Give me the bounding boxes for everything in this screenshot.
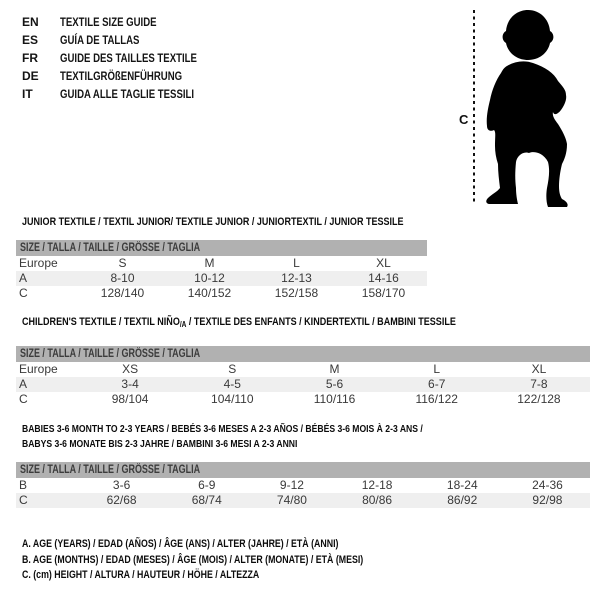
table-cell: 3-4: [121, 377, 139, 391]
legend-line-a-row: [22, 537, 449, 553]
table-cell: 152/158: [274, 286, 319, 300]
table-cell: XL: [531, 362, 547, 376]
table-cell: L: [433, 362, 441, 376]
table-cell: 116/122: [415, 392, 458, 406]
table-cell: 12-18: [361, 478, 393, 492]
table-row-europe: [16, 362, 590, 377]
children-title-post: / TEXTILE DES ENFANTS / KINDERTEXTIL / BAMBINI TESSILE: [186, 316, 456, 328]
legend-line-a: A. AGE (YEARS) / EDAD (AÑOS) / ÂGE (ANS) / ALTER (JAHRE) / ETÀ (ANNI): [22, 538, 339, 550]
table-cell: 140/152: [187, 286, 232, 300]
row-label: C: [19, 286, 28, 300]
junior-size-table: [16, 240, 427, 301]
size-header-text: SIZE / TALLA / TAILLE / GRÖSSE / TAGLIA: [20, 242, 201, 254]
table-row-b: [16, 478, 590, 493]
guide-title-de: TEXTILGRÖßENFÜHRUNG: [60, 69, 183, 83]
table-cell: S: [118, 256, 127, 270]
language-row-es: [22, 31, 231, 49]
table-cell: M: [204, 256, 215, 270]
language-row-it: [22, 85, 231, 103]
language-row-fr: [22, 49, 231, 67]
table-row-c: [16, 493, 590, 508]
table-cell: 74/80: [276, 493, 307, 507]
table-cell: 104/110: [211, 392, 254, 406]
junior-table-title-text: JUNIOR TEXTILE / TEXTIL JUNIOR/ TEXTILE JUNIOR / JUNIORTEXTIL / JUNIOR TESSILE: [22, 216, 404, 228]
language-code: DE: [22, 69, 39, 83]
size-header-text: SIZE / TALLA / TAILLE / GRÖSSE / TAGLIA: [20, 348, 201, 360]
table-row-a: [16, 271, 427, 286]
table-cell: 122/128: [517, 392, 561, 406]
language-code: IT: [22, 87, 33, 101]
babies-title-line1: BABIES 3-6 MONTH TO 2-3 YEARS / BEBÉS 3-6 MESES A 2-3 AÑOS / BÉBÉS 3-6 MOIS À 2-3 ANS /: [22, 423, 423, 435]
row-label: Europe: [19, 362, 58, 376]
table-cell: 3-6: [112, 478, 131, 492]
row-label: C: [19, 392, 28, 406]
legend-line-b-row: [22, 553, 449, 569]
size-header-bar: [16, 346, 590, 362]
children-table-title-text: [22, 315, 456, 330]
table-cell: 98/104: [111, 392, 149, 406]
measurement-legend: [22, 537, 449, 584]
babies-size-table: [16, 462, 590, 508]
table-cell: 6-7: [428, 377, 446, 391]
table-cell: 7-8: [530, 377, 548, 391]
row-label: B: [19, 478, 28, 492]
table-row-c: [16, 286, 427, 301]
babies-table-title: [22, 422, 511, 452]
junior-table-title: [22, 215, 487, 230]
table-cell: 18-24: [446, 478, 478, 492]
table-cell: 10-12: [194, 271, 225, 285]
children-title-subscript: /A: [179, 320, 187, 329]
table-cell: S: [228, 362, 237, 376]
children-table-title: [22, 315, 551, 330]
table-cell: 4-5: [223, 377, 241, 391]
language-code: ES: [22, 33, 39, 47]
legend-line-c-row: [22, 568, 449, 584]
table-cell: 92/98: [532, 493, 563, 507]
table-cell: 68/74: [191, 493, 222, 507]
size-header-text: SIZE / TALLA / TAILLE / GRÖSSE / TAGLIA: [20, 464, 201, 476]
table-cell: 6-9: [198, 478, 216, 492]
table-cell: 12-13: [281, 271, 312, 285]
toddler-silhouette-icon: [486, 10, 567, 207]
children-size-table: [16, 346, 590, 407]
language-code: EN: [22, 15, 39, 29]
size-header-bar: [16, 240, 427, 256]
table-cell: 9-12: [279, 478, 304, 492]
row-label: C: [19, 493, 28, 507]
table-cell: XS: [122, 362, 139, 376]
row-label: A: [19, 271, 28, 285]
babies-title-line2: BABYS 3-6 MONATE BIS 2-3 JAHRE / BAMBINI 3-6 MESI A 2-3 ANNI: [22, 438, 298, 450]
legend-line-b: B. AGE (MONTHS) / EDAD (MESES) / ÂGE (MOIS) / ALTER (MONATE) / ETÀ (MESI): [22, 553, 364, 566]
language-title-list: [22, 13, 231, 103]
table-cell: 8-10: [110, 271, 135, 285]
row-label: Europe: [19, 256, 58, 270]
language-code: FR: [22, 51, 38, 65]
table-cell: 62/68: [106, 493, 137, 507]
guide-title-it: GUIDA ALLE TAGLIE TESSILI: [60, 87, 195, 101]
children-title-pre: CHILDREN'S TEXTILE / TEXTIL NIÑO: [22, 316, 180, 328]
toddler-figure: [452, 4, 600, 215]
language-row-de: [22, 67, 231, 85]
guide-title-en: TEXTILE SIZE GUIDE: [60, 15, 157, 29]
table-cell: 24-36: [532, 478, 563, 492]
size-header-bar: [16, 462, 590, 478]
table-cell: 158/170: [361, 286, 406, 300]
guide-title-es: GUÍA DE TALLAS: [60, 33, 140, 47]
table-cell: L: [293, 256, 300, 270]
table-cell: 5-6: [325, 377, 344, 391]
row-label: A: [19, 377, 28, 391]
guide-title-fr: GUIDE DES TAILLES TEXTILE: [60, 51, 197, 65]
table-cell: 86/92: [447, 493, 478, 507]
table-row-c: [16, 392, 590, 407]
table-row-europe: [16, 256, 427, 271]
table-cell: 80/86: [362, 493, 393, 507]
table-cell: M: [329, 362, 340, 376]
table-cell: 110/116: [313, 392, 356, 406]
language-row-en: [22, 13, 231, 31]
table-cell: 14-16: [368, 271, 399, 285]
table-cell: 128/140: [100, 286, 145, 300]
height-label: C: [459, 112, 469, 127]
legend-line-c: C. (cm) HEIGHT / ALTURA / HAUTEUR / HÖHE / ALTEZZA: [22, 569, 260, 581]
table-cell: XL: [376, 256, 391, 270]
table-row-a: [16, 377, 590, 392]
